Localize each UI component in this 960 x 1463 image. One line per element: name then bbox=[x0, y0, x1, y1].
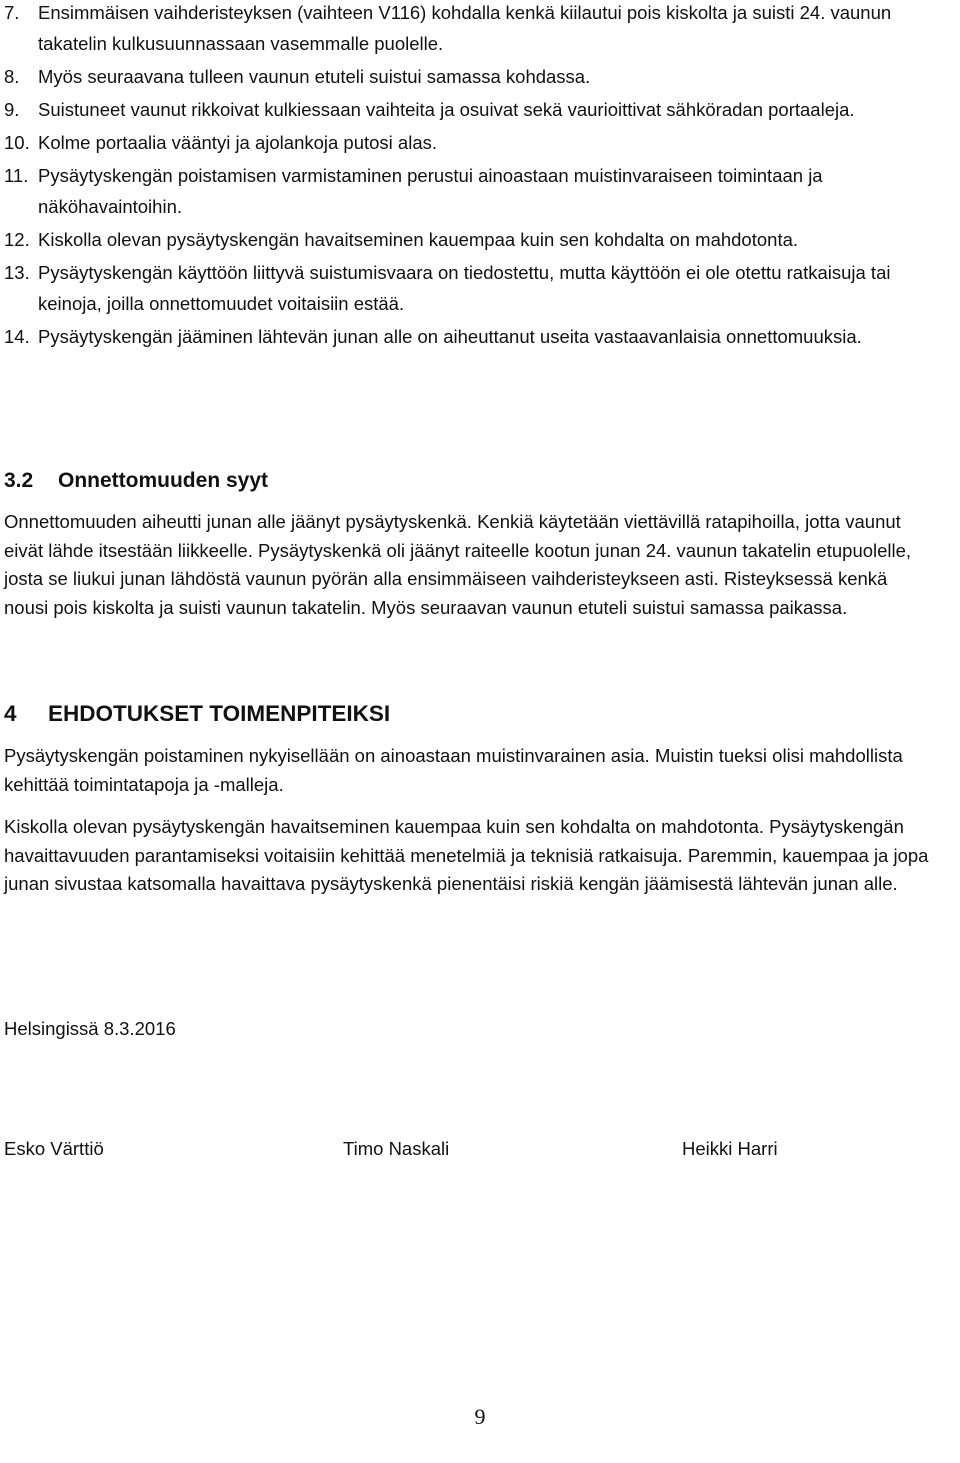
section-heading-3-2 bbox=[4, 466, 268, 496]
section-heading-4 bbox=[4, 697, 390, 731]
list-item bbox=[4, 61, 944, 92]
list-item bbox=[4, 0, 944, 59]
item-number: 7. bbox=[4, 2, 20, 23]
item-text: Pysäytyskengän jääminen lähtevän junan alle on aiheuttanut useita vastaavanlaisia onnettomuuksia. bbox=[38, 326, 862, 347]
item-number: 11. bbox=[4, 165, 29, 186]
item-text: Kiskolla olevan pysäytyskengän havaitseminen kauempaa kuin sen kohdalta on mahdotonta. bbox=[38, 229, 799, 250]
section-title: EHDOTUKSET TOIMENPITEIKSI bbox=[48, 701, 391, 726]
section-number: 4 bbox=[4, 701, 17, 726]
section-number: 3.2 bbox=[4, 469, 34, 492]
item-number: 14. bbox=[4, 326, 30, 347]
list-item bbox=[4, 257, 944, 319]
item-text: Pysäytyskengän käyttöön liittyvä suistumisvaara on tiedostettu, mutta käyttöön ei ole otettu ratkaisuja tai keinoja, joilla onnettomuudet voitaisiin estää. bbox=[38, 262, 891, 314]
item-text: Kolme portaalia vääntyi ja ajolankoja putosi alas. bbox=[38, 132, 438, 153]
recommendation-paragraph-2: Kiskolla olevan pysäytyskengän havaitseminen kauempaa kuin sen kohdalta on mahdotonta. Pysäytyskengän havaittavuuden parantamiseksi voitaisiin kehittää menetelmiä ja teknisiä ratkaisuja. Paremmin, kauempaa ja jopa junan sivustaa katsomalla havaittava pysäytyskenkä pienentäisi riskiä kengän jäämisestä lähtevän junan alle. bbox=[4, 816, 929, 894]
list-item bbox=[4, 94, 944, 125]
causes-paragraph: Onnettomuuden aiheutti junan alle jäänyt pysäytyskenkä. Kenkiä käytetään viettävillä ratapihoilla, jotta vaunut eivät lähde itsestään liikkeelle. Pysäytyskenkä oli jäänyt raiteelle kootun junan 24. vaunun takatelin etupuolelle, josta se liukui junan lähdöstä vaunun pyörän alla ensimmäiseen vaihderisteykseen asti. Risteyksessä kenkä nousi pois kiskolta ja suisti vaunun takatelin. Myös seuraavan vaunun etuteli suistui samassa paikassa. bbox=[4, 511, 912, 618]
item-text: Ensimmäisen vaihderisteyksen (vaihteen V116) kohdalla kenkä kiilautui pois kiskolta ja suisti 24. vaunun takatelin kulkusuunnassaan vasemmalle puolelle. bbox=[38, 2, 892, 54]
item-number: 9. bbox=[4, 99, 20, 120]
item-number: 8. bbox=[4, 66, 20, 87]
item-text: Suistuneet vaunut rikkoivat kulkiessaan vaihteita ja osuivat sekä vaurioittivat sähköradan portaaleja. bbox=[38, 99, 855, 120]
section-title: Onnettomuuden syyt bbox=[58, 469, 269, 492]
item-number: 12. bbox=[4, 229, 30, 250]
signature-name: Timo Naskali bbox=[343, 1138, 450, 1159]
item-text: Pysäytyskengän poistamisen varmistaminen perustui ainoastaan muistinvaraiseen toimintaan ja näköhavaintoihin. bbox=[38, 165, 823, 217]
list-item bbox=[4, 224, 944, 255]
recommendation-paragraph-1: Pysäytyskengän poistaminen nykyisellään on ainoastaan muistinvarainen asia. Muistin tueksi olisi mahdollista kehittää toimintatapoja ja -malleja. bbox=[4, 745, 903, 795]
findings-list bbox=[4, 0, 944, 354]
item-number: 10. bbox=[4, 132, 30, 153]
item-number: 13. bbox=[4, 262, 30, 283]
signature-name: Esko Värttiö bbox=[4, 1138, 104, 1159]
place-and-date: Helsingissä 8.3.2016 bbox=[4, 1018, 176, 1039]
signature-name: Heikki Harri bbox=[682, 1138, 778, 1159]
item-text: Myös seuraavana tulleen vaunun etuteli suistui samassa kohdassa. bbox=[38, 66, 591, 87]
list-item bbox=[4, 160, 944, 222]
list-item bbox=[4, 321, 944, 352]
list-item bbox=[4, 127, 944, 158]
page-number: 9 bbox=[474, 1404, 486, 1429]
